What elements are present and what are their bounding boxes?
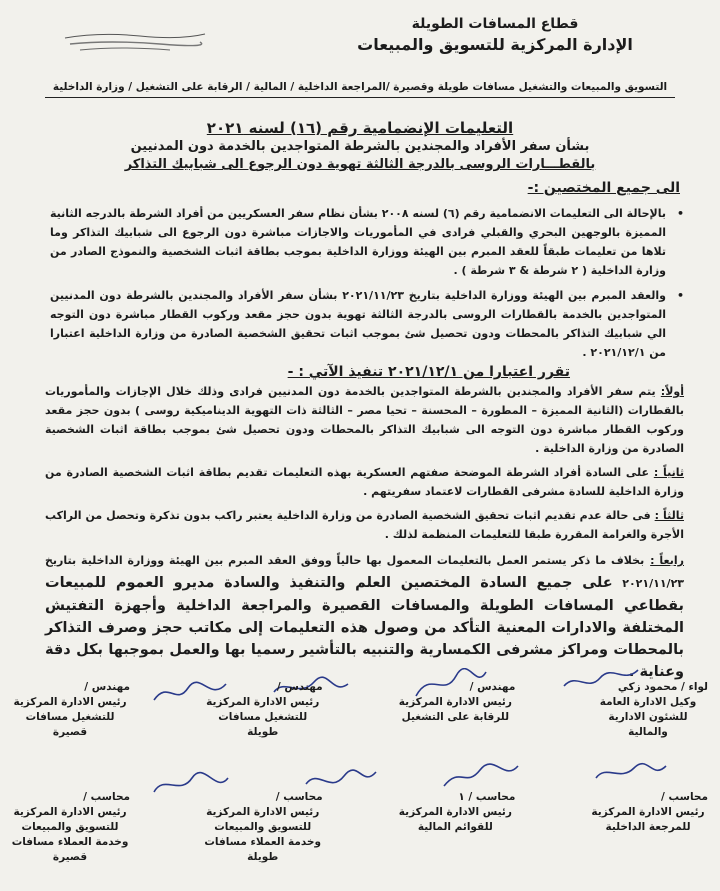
item-label: ثانياً : <box>653 466 684 479</box>
bullet-marker: • <box>676 207 684 220</box>
signature-block <box>10 680 130 740</box>
item-text: بخلاف ما ذكر يستمر العمل بالتعليمات المعمول بها حالياً ووفق العقد المبرم بين الهيئة ووزارة الداخلية بتاريخ ٢٠٢١/١١/٢٣ <box>45 554 684 590</box>
item-label: رابعاً : <box>650 554 684 567</box>
decision-item <box>45 549 684 683</box>
decision-heading: تقرر اعتبارا من ٢٠٢١/١٢/١ تنفيذ الآتي : - <box>287 364 570 380</box>
item-label: أولاً: <box>660 385 684 398</box>
signature-block <box>395 680 515 740</box>
signer-title: رئيس الادارة المركزية للتشغيل مسافات طويلة <box>206 696 320 738</box>
bullet-marker: • <box>676 289 684 302</box>
signer-title: وكيل الادارة العامة للشئون الادارية والمالية <box>599 696 697 738</box>
signer-title: رئيس الادارة المركزية للتشغيل مسافات قصيرة <box>13 696 127 738</box>
decision-items <box>45 382 684 688</box>
signer-role: لواء / محمود زكي <box>617 681 708 693</box>
item-text: على السادة أفراد الشرطة الموضحة صفتهم العسكرية بهذه التعليمات تقديم بطاقة اثبات الشخصية الصادرة من وزارة الداخلية للسادة مشرفى القطارات لاعتماد سفريتهم . <box>45 466 684 498</box>
signer-role: محاسب / <box>83 791 131 803</box>
title-line-2: بشأن سفر الأفراد والمجندين بالشرطة المتواجدين بالخدمة دون المدنيين <box>130 139 590 154</box>
letterhead-scribble-icon <box>60 26 210 66</box>
signer-title: رئيس الادارة المركزية للتسويق والمبيعات وخدمة العملاء مسافات طويلة <box>204 806 322 863</box>
signature-row-2 <box>10 790 708 865</box>
signer-title: رئيس الادارة المركزية للتسويق والمبيعات وخدمة العملاء مسافات قصيرة <box>11 806 129 863</box>
admin-name: الإدارة المركزية للتسويق والمبيعات <box>357 35 633 54</box>
signer-role: مهندس / <box>276 681 323 693</box>
signature-block <box>588 790 708 865</box>
signature-block <box>10 790 130 865</box>
departments-line: التسويق والمبيعات والتشغيل مسافات طويلة وقصيرة /المراجعة الداخلية / المالية / الرقابة على التشغيل / وزارة الداخلية <box>45 80 675 98</box>
bullet-item <box>50 204 684 280</box>
decision-item <box>45 382 684 458</box>
sector-name: قطاع المسافات الطويلة <box>411 16 579 32</box>
signature-icon <box>440 760 520 792</box>
signature-row-1 <box>10 680 708 740</box>
signature-icon <box>590 756 670 788</box>
signature-block <box>395 790 515 865</box>
signer-role: مهندس / <box>84 681 131 693</box>
item-text: يتم سفر الأفراد والمجندين بالشرطة المتواجدين بالخدمة دون المدنيين فرادى وذلك خلال الإجازات والمأموريات بالقطارات (الثانية المميزة – المطورة – المحسنة – تحيا مصر – الثالثة ذات التهوية الديناميكية روسى ) بدون حجز مقعد وركوب القطار مباشرة دون التوجه الى شبابيك التذاكر بالمحطات ودون تحصيل شئ بموجب بطاقة اثبات الشخصية الصادرة من وزارة الداخلية . <box>45 385 684 455</box>
letterhead <box>340 14 650 56</box>
item-label: ثالثاً : <box>654 509 684 522</box>
signature-block <box>588 680 708 740</box>
signer-role: محاسب / ١ <box>458 791 516 803</box>
reference-bullets <box>50 204 684 368</box>
salutation: الى جميع المختصين :- <box>527 180 680 196</box>
decision-item <box>45 506 684 544</box>
document-title <box>40 118 680 174</box>
signature-block <box>203 790 323 865</box>
bullet-text: والعقد المبرم بين الهيئة ووزارة الداخلية بتاريخ ٢٠٢١/١١/٢٣ بشأن سفر الأفراد والمجندين بالشرطة دون المدنيين المتواجدين بالخدمة بالقطارات الروسى بالدرجة الثالثة تهوية بدون حجز مقعد وركوب القطار مباشرة دون التوجه الي شبابيك التذاكر بالمحطات ودون تحصيل شئ بموجب اثبات تحقيق الشخصية الصادرة من وزارة الداخلية اعتبارا من ٢٠٢١/١٢/١ . <box>50 289 666 359</box>
title-line-1: التعليمات الإنضمامية رقم (١٦) لسنه ٢٠٢١ <box>206 119 514 137</box>
signer-role: مهندس / <box>469 681 516 693</box>
signer-role: محاسب / <box>275 791 323 803</box>
closing-paragraph: على جميع السادة المختصين العلم والتنفيذ والسادة مديرو العموم للمبيعات بقطاعي المسافات الطويلة والمسافات القصيرة والمراجعة الداخلية وأجهزة التفتيش المختلفة والادارات المعنية التأكد من وصول هذه التعليمات إلى مكاتب حجز وصرف التذاكر بالمحطات ومراكز مشرفى الكمسارية والتنبيه بالتأشير رسميا بها والعمل بموجبها بكل دقة وعناية . <box>45 575 684 680</box>
signer-title: رئيس الادارة المركزية للقوائم المالية <box>398 806 512 833</box>
signature-block <box>203 680 323 740</box>
signer-title: رئيس الادارة المركزية للمرجعة الداخلية <box>591 806 705 833</box>
bullet-item <box>50 286 684 362</box>
signer-title: رئيس الادارة المركزية للرقابة على التشغيل <box>398 696 512 723</box>
item-text: فى حالة عدم تقديم اثبات تحقيق الشخصية الصادرة من وزارة الداخلية يعتبر راكب بدون تذكرة وتحصل من الراكب الأجرة والغرامة المقررة طبقا للتعليمات المنظمة لذلك . <box>45 509 684 541</box>
title-line-3: بالقطـــارات الروسى بالدرجة الثالثة تهوية دون الرجوع الى شبابيك التذاكر <box>124 157 596 172</box>
decision-item <box>45 463 684 501</box>
signer-role: محاسب / <box>661 791 708 803</box>
bullet-text: بالإحالة الى التعليمات الانضمامية رقم (٦) لسنه ٢٠٠٨ بشأن نظام سفر العسكريين من أفراد الشرطة بالدرجه الثانية المميزة بالوجهين البحري والقبلي فرادى في المأموريات والاجازات مباشرة دون الرجوع الى شبابيك التذاكر وما تلاها من تعليمات طبقاً للعقد المبرم بين الهيئة ووزارة الداخلية بموجب بطاقة اثبات الشخصية والنموذج الصادر من وزارة الداخلية ( ٢ شرطة & ٣ شرطة ) . <box>50 207 666 277</box>
